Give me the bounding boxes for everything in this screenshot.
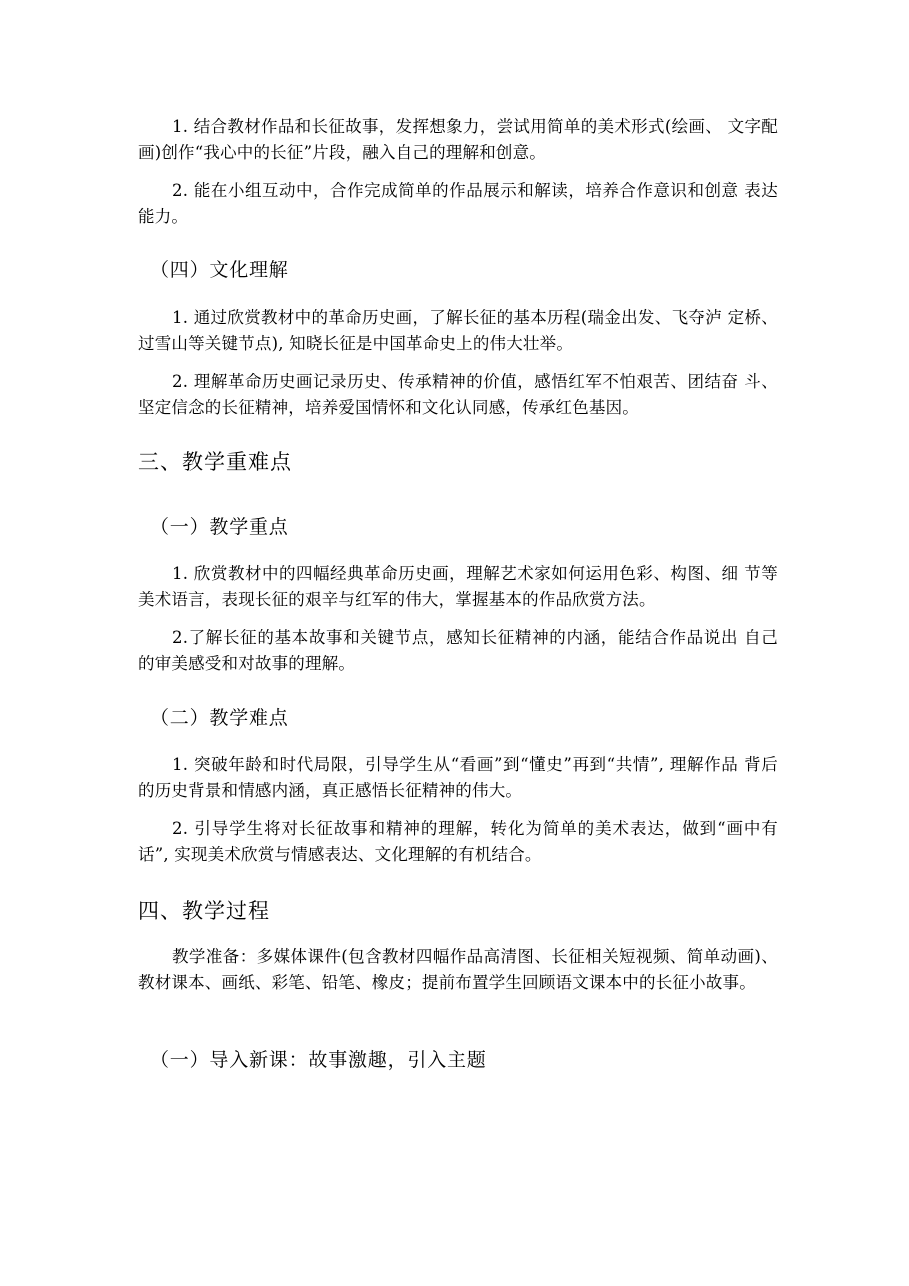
paragraph-creative-expression-1: 1. 结合教材作品和长征故事，发挥想象力，尝试用简单的美术形式(绘画、 文字配画)创作“我心中的长征”片段，融入自己的理解和创意。 xyxy=(138,117,778,162)
paragraph-key-point-1: 1. 欣赏教材中的四幅经典革命历史画，理解艺术家如何运用色彩、构图、细 节等美术语言，表现长征的艰辛与红军的伟大，掌握基本的作品欣赏方法。 xyxy=(138,564,778,609)
paragraph-teaching-preparation: 教学准备：多媒体课件(包含教材四幅作品高清图、长征相关短视频、简单动画)、教材课本、画纸、彩笔、铅笔、橡皮；提前布置学生回顾语文课本中的长征小故事。 xyxy=(138,947,778,992)
paragraph-cultural-understanding-1: 1. 通过欣赏教材中的革命历史画，了解长征的基本历程(瑞金出发、飞夺泸 定桥、过雪山等关键节点), 知晓长征是中国革命史上的伟大壮举。 xyxy=(138,308,778,353)
paragraph-difficult-point-2: 2. 引导学生将对长征故事和精神的理解，转化为简单的美术表达，做到“画中有话”, 实现美术欣赏与情感表达、文化理解的有机结合。 xyxy=(138,819,778,864)
heading-teaching-key-difficult-points: 三、教学重难点 xyxy=(138,450,292,474)
paragraph-creative-expression-2: 2. 能在小组互动中，合作完成简单的作品展示和解读，培养合作意识和创意 表达能力。 xyxy=(138,181,778,226)
heading-cultural-understanding: （四）文化理解 xyxy=(150,259,289,281)
heading-teaching-process: 四、教学过程 xyxy=(138,899,270,923)
heading-teaching-difficult-points: （二）教学难点 xyxy=(150,707,289,729)
heading-teaching-key-points: （一）教学重点 xyxy=(150,516,289,538)
paragraph-key-point-2: 2.了解长征的基本故事和关键节点，感知长征精神的内涵，能结合作品说出 自己的审美感受和对故事的理解。 xyxy=(138,628,778,673)
paragraph-cultural-understanding-2: 2. 理解革命历史画记录历史、传承精神的价值，感悟红军不怕艰苦、团结奋 斗、坚定信念的长征精神，培养爱国情怀和文化认同感，传承红色基因。 xyxy=(138,372,778,417)
heading-introduction: （一）导入新课：故事激趣，引入主题 xyxy=(150,1049,487,1071)
paragraph-difficult-point-1: 1. 突破年龄和时代局限，引导学生从“看画”到“懂史”再到“共情”, 理解作品 背后的历史背景和情感内涵，真正感悟长征精神的伟大。 xyxy=(138,755,778,800)
